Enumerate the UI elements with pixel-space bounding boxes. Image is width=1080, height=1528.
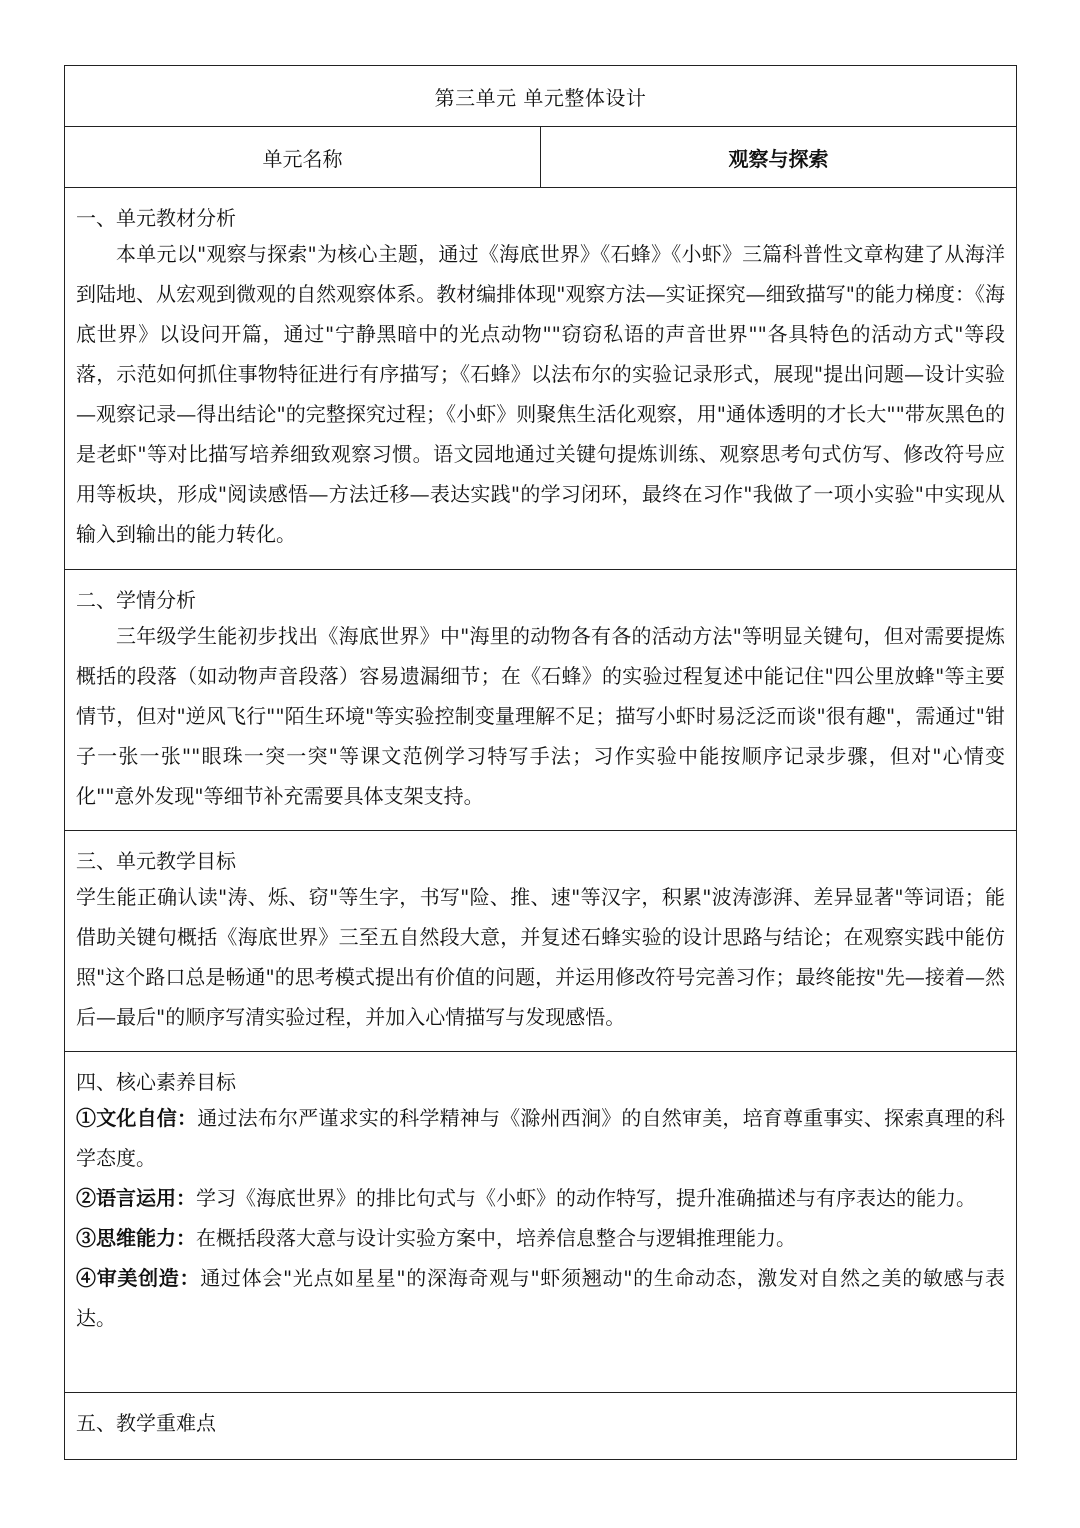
core-goal-label: ④审美创造：	[76, 1266, 201, 1290]
unit-design-table	[64, 65, 1017, 1460]
students-row	[65, 570, 1017, 831]
core-goal-text: 通过体会"光点如星星"的深海奇观与"虾须翘动"的生命动态，激发对自然之美的敏感与表达。	[76, 1266, 1006, 1330]
objectives-row	[65, 831, 1017, 1052]
core-goal-thinking	[76, 1218, 1005, 1258]
students-section	[65, 570, 1017, 831]
analysis-heading: 一、单元教材分析	[76, 206, 236, 230]
students-body: 三年级学生能初步找出《海底世界》中"海里的动物各有各的活动方法"等明显关键句，但对需要提炼概括的段落（如动物声音段落）容易遗漏细节；在《石蜂》的实验过程复述中能记住"四公里放蜂"等主要情节，但对"逆风飞行""陌生环境"等实验控制变量理解不足；描写小虾时易泛泛而谈"很有趣"，需通过"钳子一张一张""眼珠一突一突"等课文范例学习特写手法；习作实验中能按顺序记录步骤，但对"心情变化""意外发现"等细节补充需要具体支架支持。	[76, 624, 1006, 808]
key-points-section	[65, 1393, 1017, 1460]
unit-name-row	[65, 127, 1017, 188]
core-row	[65, 1052, 1017, 1393]
analysis-body: 本单元以"观察与探索"为核心主题，通过《海底世界》《石蜂》《小虾》三篇科普性文章构建了从海洋到陆地、从宏观到微观的自然观察体系。教材编排体现"观察方法—实证探究—细致描写"的能力梯度：《海底世界》以设问开篇，通过"宁静黑暗中的光点动物""窃窃私语的声音世界""各具特色的活动方式"等段落，示范如何抓住事物特征进行有序描写；《石蜂》以法布尔的实验记录形式，展现"提出问题—设计实验—观察记录—得出结论"的完整探究过程；《小虾》则聚焦生活化观察，用"通体透明的才长大""带灰黑色的是老虾"等对比描写培养细致观察习惯。语文园地通过关键句提炼训练、观察思考句式仿写、修改符号应用等板块，形成"阅读感悟—方法迁移—表达实践"的学习闭环，最终在习作"我做了一项小实验"中实现从输入到输出的能力转化。	[76, 242, 1006, 546]
analysis-row	[65, 188, 1017, 570]
key-points-row	[65, 1393, 1017, 1460]
objectives-body: 学生能正确认读"涛、烁、窃"等生字，书写"险、推、速"等汉字，积累"波涛澎湃、差异显著"等词语；能借助关键句概括《海底世界》三至五自然段大意，并复述石蜂实验的设计思路与结论；在观察实践中能仿照"这个路口总是畅通"的思考模式提出有价值的问题，并运用修改符号完善习作；最终能按"先—接着—然后—最后"的顺序写清实验过程，并加入心情描写与发现感悟。	[76, 885, 1006, 1029]
unit-name-value: 观察与探索	[541, 127, 1017, 188]
core-heading: 四、核心素养目标	[76, 1070, 236, 1094]
title-row	[65, 66, 1017, 127]
core-goal-text: 在概括段落大意与设计实验方案中，培养信息整合与逻辑推理能力。	[196, 1226, 796, 1250]
core-goal-label: ①文化自信：	[76, 1106, 198, 1130]
analysis-section	[65, 188, 1017, 570]
unit-name-label: 单元名称	[65, 127, 541, 188]
core-goal-language	[76, 1178, 1005, 1218]
key-points-heading: 五、教学重难点	[76, 1411, 216, 1435]
core-goal-text: 学习《海底世界》的排比句式与《小虾》的动作特写，提升准确描述与有序表达的能力。	[196, 1186, 976, 1210]
document-title: 第三单元 单元整体设计	[65, 66, 1017, 127]
objectives-heading: 三、单元教学目标	[76, 849, 236, 873]
core-goal-aesthetic	[76, 1258, 1005, 1338]
core-section	[65, 1052, 1017, 1393]
core-goal-culture	[76, 1098, 1005, 1178]
objectives-section	[65, 831, 1017, 1052]
core-goal-label: ②语言运用：	[76, 1186, 196, 1210]
core-goal-label: ③思维能力：	[76, 1226, 196, 1250]
students-heading: 二、学情分析	[76, 588, 196, 612]
core-goal-text: 通过法布尔严谨求实的科学精神与《滁州西涧》的自然审美，培育尊重事实、探索真理的科学态度。	[76, 1106, 1006, 1170]
